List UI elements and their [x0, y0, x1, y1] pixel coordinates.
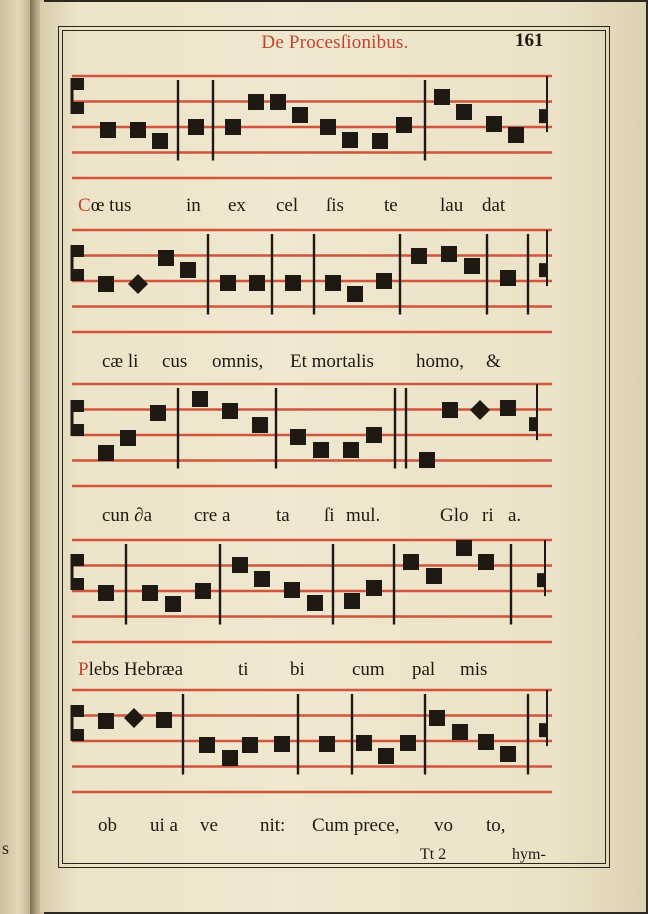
lyric-syllable — [482, 196, 505, 215]
lyric-syllable — [346, 506, 380, 525]
lyric-syllable — [212, 352, 263, 371]
lyric-syllable — [276, 506, 290, 525]
lyric-text: cus — [162, 351, 188, 372]
neume-square — [290, 429, 306, 445]
lyric-text: cre a — [194, 505, 231, 526]
lyric-text: cun ∂a — [102, 505, 153, 526]
neume-square — [403, 554, 419, 570]
neume-square — [225, 119, 241, 135]
neume-square — [165, 596, 181, 612]
lyric-syllable — [460, 660, 487, 679]
lyric-syllable — [102, 352, 138, 371]
neume-square — [320, 119, 336, 135]
custos — [539, 109, 547, 123]
catchword: hym- — [512, 846, 546, 863]
neume-square — [252, 417, 268, 433]
lyric-syllable — [186, 196, 201, 215]
neume-square — [130, 122, 146, 138]
neume-diamond — [124, 708, 144, 728]
lyric-syllable — [486, 816, 506, 835]
neume-square — [456, 540, 472, 556]
lyric-text: œ tus — [90, 195, 132, 216]
neume-square — [220, 275, 236, 291]
neume-square — [307, 595, 323, 611]
neume-diamond — [470, 400, 490, 420]
neume-square — [500, 270, 516, 286]
lyric-syllable — [416, 352, 464, 371]
neume-square — [452, 724, 468, 740]
lyric-syllable — [238, 660, 249, 679]
neume-square — [142, 585, 158, 601]
page-number: 161 — [515, 30, 544, 51]
lyric-syllable — [434, 816, 453, 835]
neume-square — [292, 107, 308, 123]
lyric-syllable — [98, 816, 117, 835]
neume-square — [120, 430, 136, 446]
lyric-text: lau — [440, 195, 464, 216]
neume-square — [400, 735, 416, 751]
neume-square — [478, 554, 494, 570]
neume-square — [478, 734, 494, 750]
neume-square — [319, 736, 335, 752]
neume-square — [156, 712, 172, 728]
lyric-text: mis — [460, 659, 488, 680]
neume-square — [419, 452, 435, 468]
lyric-syllable — [508, 506, 521, 525]
clef-upper — [72, 554, 84, 566]
lyric-text: vo — [434, 815, 453, 836]
neume-square — [347, 286, 363, 302]
clef-upper — [72, 400, 84, 412]
lyric-syllable — [482, 506, 494, 525]
neume-square — [248, 94, 264, 110]
lyric-text: ſi — [324, 505, 335, 526]
neume-square — [100, 122, 116, 138]
neume-square — [270, 94, 286, 110]
custos — [539, 723, 547, 737]
lyric-text: ſis — [326, 195, 344, 216]
neume-square — [411, 248, 427, 264]
neume-square — [396, 117, 412, 133]
lyric-syllable — [200, 816, 218, 835]
lyric-text: pal — [412, 659, 436, 680]
lyric-text: to, — [486, 815, 506, 836]
lyric-text: mul. — [346, 505, 381, 526]
lyric-syllable — [486, 352, 501, 371]
lyric-syllable — [162, 352, 187, 371]
clef-lower — [72, 729, 84, 741]
lyric-syllable — [384, 196, 398, 215]
lyric-syllable — [290, 352, 374, 371]
neume-square — [249, 275, 265, 291]
neume-square — [180, 262, 196, 278]
lyric-syllable — [78, 196, 131, 215]
custos — [529, 417, 537, 431]
neume-square — [356, 735, 372, 751]
lyric-text: cum — [352, 659, 385, 680]
neume-square — [325, 275, 341, 291]
lyric-syllable — [150, 816, 178, 835]
lyric-syllable — [312, 816, 400, 835]
neume-square — [150, 405, 166, 421]
neume-square — [366, 427, 382, 443]
lyric-text: ti — [238, 659, 249, 680]
neume-square — [343, 442, 359, 458]
lyric-text: dat — [482, 195, 506, 216]
lyric-syllable — [440, 506, 469, 525]
lyric-syllable — [326, 196, 344, 215]
lyric-text: a. — [508, 505, 522, 526]
lyric-syllable — [412, 660, 435, 679]
neume-square — [508, 127, 524, 143]
clef-lower — [72, 269, 84, 281]
neume-square — [98, 276, 114, 292]
rubric-initial: C — [78, 195, 91, 216]
neume-square — [195, 583, 211, 599]
lyric-text: omnis, — [212, 351, 264, 372]
neume-square — [366, 580, 382, 596]
clef-lower — [72, 102, 84, 114]
custos — [539, 263, 547, 277]
clef-lower — [72, 424, 84, 436]
lyric-text: cel — [276, 195, 299, 216]
signature-mark: Tt 2 — [420, 846, 447, 863]
neume-square — [313, 442, 329, 458]
neume-square — [429, 710, 445, 726]
lyric-text: cæ li — [102, 351, 139, 372]
neume-square — [199, 737, 215, 753]
neume-square — [464, 258, 480, 274]
lyric-syllable — [440, 196, 463, 215]
neume-square — [98, 585, 114, 601]
neume-square — [284, 582, 300, 598]
neume-square — [376, 273, 392, 289]
neume-square — [441, 246, 457, 262]
lyric-text: ve — [200, 815, 218, 836]
lyric-syllable — [194, 506, 230, 525]
lyric-text: lebs Hebræa — [88, 659, 184, 680]
lyric-text: Et mortalis — [290, 351, 374, 372]
neume-square — [434, 89, 450, 105]
neume-square — [285, 275, 301, 291]
lyric-syllable — [290, 660, 305, 679]
running-title: De Procesſionibus. — [261, 32, 409, 53]
lyric-text: ob — [98, 815, 117, 836]
neume-square — [242, 737, 258, 753]
lyric-syllable — [228, 196, 246, 215]
neume-square — [344, 593, 360, 609]
lyric-syllable — [260, 816, 285, 835]
facing-page-fragment: s — [2, 838, 10, 858]
lyric-text: Glo — [440, 505, 469, 526]
neume-square — [378, 748, 394, 764]
neume-square — [500, 400, 516, 416]
neume-square — [188, 119, 204, 135]
lyric-syllable — [102, 506, 152, 525]
lyric-syllable — [324, 506, 335, 525]
neume-square — [152, 133, 168, 149]
neume-square — [500, 746, 516, 762]
neume-square — [98, 445, 114, 461]
neume-square — [254, 571, 270, 587]
clef-lower — [72, 578, 84, 590]
rubric-initial: P — [78, 659, 89, 680]
clef-upper — [72, 78, 84, 90]
neume-square — [442, 402, 458, 418]
neume-diamond — [128, 274, 148, 294]
neume-square — [158, 250, 174, 266]
lyric-text: ta — [276, 505, 290, 526]
neume-square — [222, 750, 238, 766]
neume-square — [98, 713, 114, 729]
custos — [537, 573, 545, 587]
lyric-syllable — [276, 196, 298, 215]
neume-square — [486, 116, 502, 132]
lyric-text: bi — [290, 659, 305, 680]
neume-square — [426, 568, 442, 584]
neume-square — [342, 132, 358, 148]
lyric-syllable — [78, 660, 183, 679]
lyric-text: ui a — [150, 815, 178, 836]
clef-upper — [72, 245, 84, 257]
lyric-syllable — [352, 660, 385, 679]
neume-square — [456, 104, 472, 120]
lyric-text: Cum prece, — [312, 815, 400, 836]
lyric-text: & — [486, 351, 501, 372]
lyric-text: in — [186, 195, 201, 216]
neume-square — [372, 133, 388, 149]
lyric-text: ex — [228, 195, 246, 216]
lyric-text: nit: — [260, 815, 286, 836]
clef-upper — [72, 705, 84, 717]
lyric-text: te — [384, 195, 398, 216]
lyric-text: homo, — [416, 351, 465, 372]
lyric-text: ri — [482, 505, 494, 526]
neume-square — [274, 736, 290, 752]
neume-square — [222, 403, 238, 419]
neume-square — [232, 557, 248, 573]
neume-square — [192, 391, 208, 407]
